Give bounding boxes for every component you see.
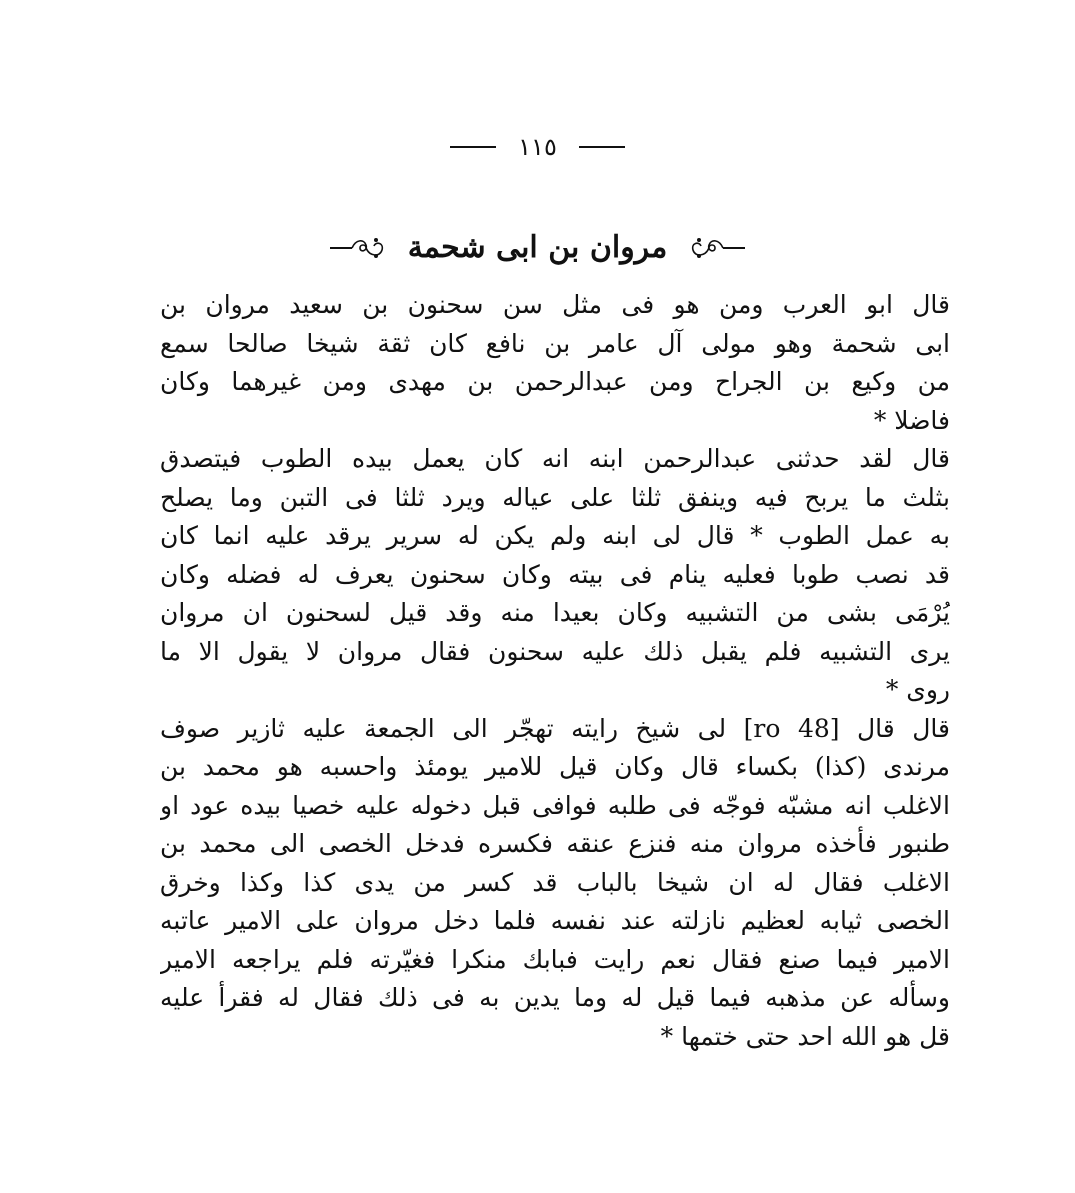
right-ornament-icon — [689, 235, 745, 261]
text-line: قد نصب طوبا فعليه ينام فى بيته وكان سحنون يعرف له فضله وكان — [160, 559, 950, 589]
section-heading — [0, 228, 1075, 268]
text-line: قل هو الله احد حتى ختمها * — [660, 1021, 950, 1051]
text-line: ابى شحمة وهو مولى آل عامر بن نافع كان ثقة شيخا صالحا سمع — [160, 328, 950, 358]
section-title: مروان بن ابى شحمة — [407, 230, 668, 265]
text-line: من وكيع بن الجراح ومن عبدالرحمن بن مهدى ومن غيرهما وكان — [160, 367, 950, 396]
right-dash — [579, 146, 625, 148]
text-line: قال قال [48 ro] لى شيخ رايته تهجّر الى الجمعة عليه ثازير صوف — [160, 713, 950, 743]
text-line: بثلث ما يربح فيه وينفق ثلثا على عياله ويرد ثلثا فى التبن وما يصلح — [160, 482, 950, 512]
text-line: به عمل الطوب * قال لى ابنه ولم يكن له سرير يرقد عليه انما كان — [160, 521, 950, 550]
text-line: روى * — [885, 675, 950, 704]
page-header — [0, 132, 1075, 162]
text-line: فاضلا * — [873, 405, 950, 435]
text-line: الاغلب انه مشبّه فوجّه فى طلبه فوافى قبل دخوله عليه خصيا بيده عود او — [160, 790, 950, 820]
text-line: الاغلب فقال له ان شيخا بالباب قد كسر من يدى كذا وكذا وخرق — [160, 867, 950, 897]
text-line: طنبور فأخذه مروان منه فنزع عنقه فكسره فدخل الخصى الى محمد بن — [160, 829, 950, 858]
left-ornament-icon — [330, 235, 386, 261]
paragraph-2 — [160, 440, 950, 710]
left-dash — [450, 146, 496, 148]
page-number: ١١٥ — [518, 133, 557, 161]
body-text — [160, 286, 950, 1056]
text-line: يُرْمَى بشى من التشبيه وكان بعيدا منه وقد قيل لسحنون ان مروان — [160, 598, 950, 627]
paragraph-3 — [160, 710, 950, 1057]
text-line: مرندى (كذا) بكساء قال وكان قيل للامير يومئذ واحسبه هو محمد بن — [160, 752, 950, 781]
text-line: قال لقد حدثنى عبدالرحمن ابنه انه كان يعمل بيده الطوب فيتصدق — [160, 444, 950, 473]
text-line: الامير فيما صنع فقال نعم رايت فبابك منكرا فغيّرته فلم يراجعه الامير — [160, 944, 950, 974]
text-line: يرى التشبيه فلم يقبل ذلك عليه سحنون فقال مروان لا يقول الا ما — [160, 636, 950, 666]
paragraph-1 — [160, 286, 950, 440]
text-line: الخصى ثيابه لعظيم نازلته عند نفسه فلما دخل مروان على الامير عاتبه — [160, 906, 950, 935]
text-line: وسأله عن مذهبه فيما قيل له وما يدين به فى ذلك فقال له فقرأ عليه — [160, 983, 950, 1012]
text-line: قال ابو العرب ومن هو فى مثل سن سحنون بن سعيد مروان بن — [160, 290, 950, 319]
